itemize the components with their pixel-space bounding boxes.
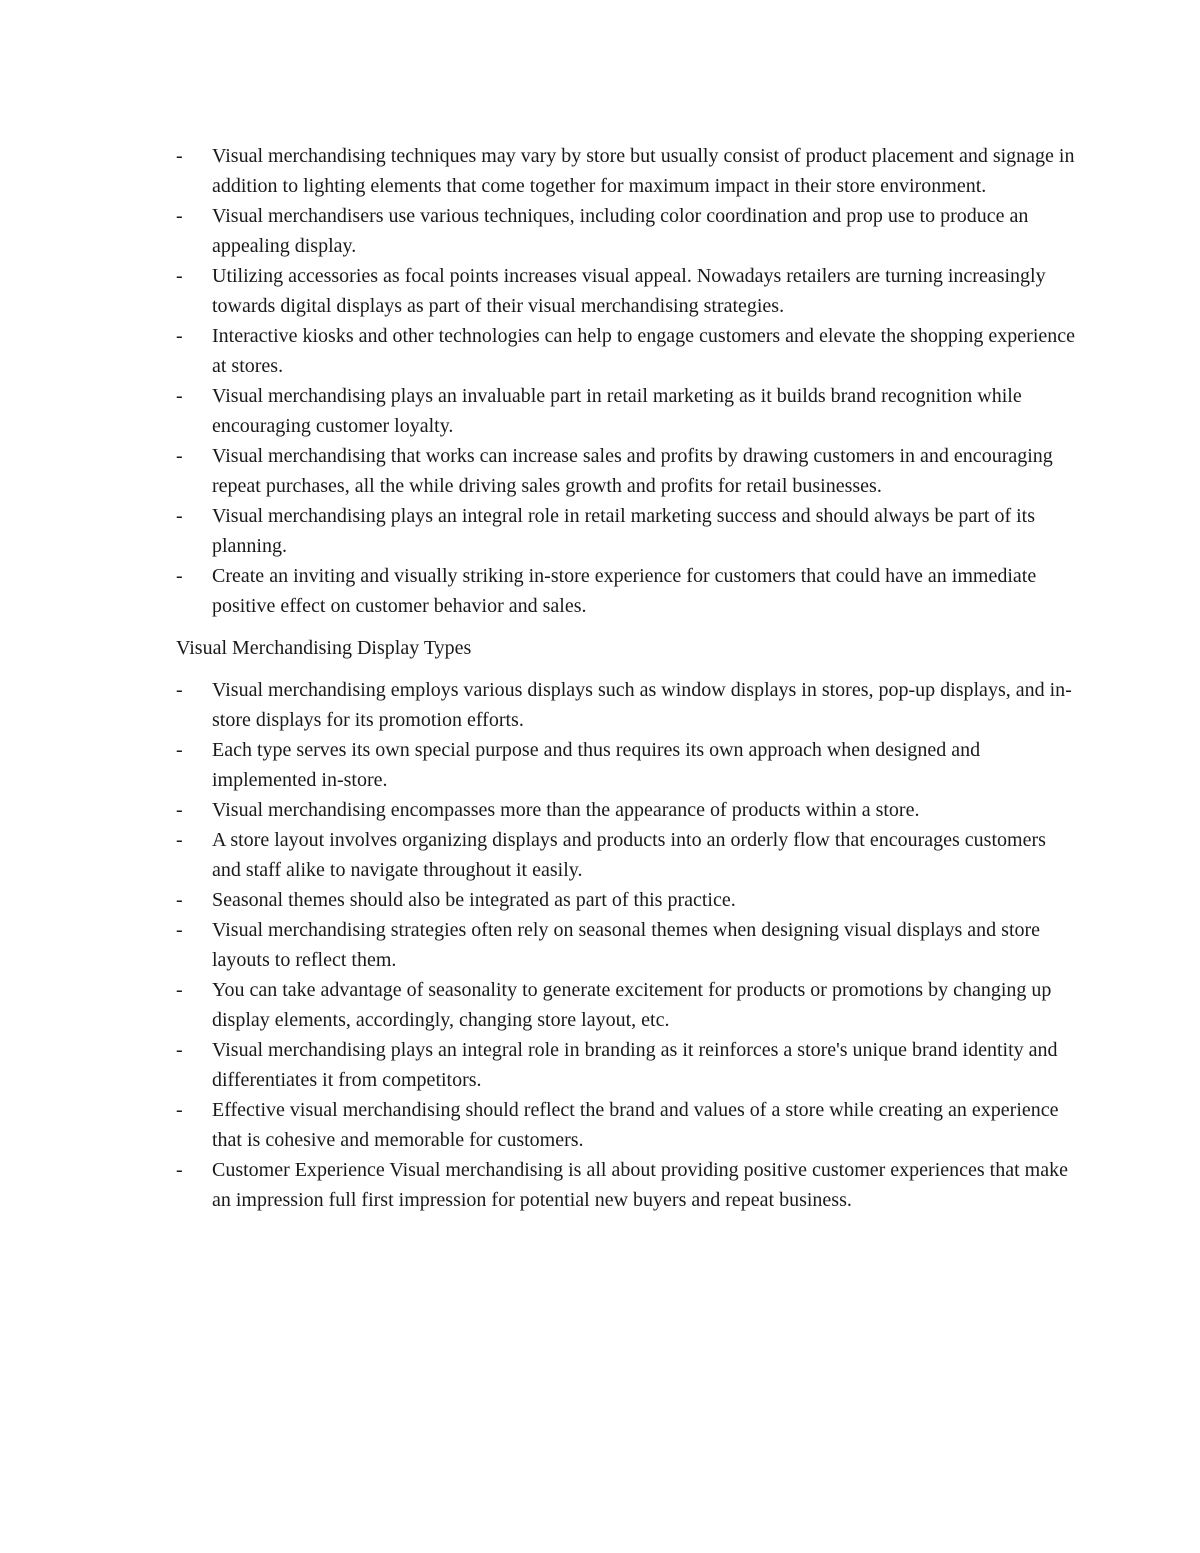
document-body — [176, 141, 1076, 1215]
list-item — [176, 261, 1076, 321]
bullet-dash: - — [176, 565, 183, 587]
list-item-text: A store layout involves organizing displays and products into an orderly flow that encourages customers and staff alike to navigate throughout it easily. — [212, 829, 1046, 881]
list-item — [176, 441, 1076, 501]
list-item-text: Create an inviting and visually striking in-store experience for customers that could have an immediate positive effect on customer behavior and sales. — [212, 565, 1037, 617]
list-item-text: You can take advantage of seasonality to generate excitement for products or promotions by changing up display elements, accordingly, changing store layout, etc. — [212, 979, 1052, 1031]
bullet-dash: - — [176, 1159, 183, 1181]
bullet-dash: - — [176, 385, 183, 407]
list-item — [176, 1095, 1076, 1155]
list-item — [176, 141, 1076, 201]
list-item-text: Seasonal themes should also be integrated as part of this practice. — [212, 889, 736, 911]
bullet-dash: - — [176, 265, 183, 287]
bullet-dash: - — [176, 889, 183, 911]
list-item — [176, 201, 1076, 261]
bullet-dash: - — [176, 205, 183, 227]
bullet-dash: - — [176, 679, 183, 701]
list-item-text: Visual merchandising strategies often rely on seasonal themes when designing visual displays and store layouts to reflect them. — [212, 919, 1041, 971]
list-item-text: Visual merchandising that works can increase sales and profits by drawing customers in and encouraging repeat purchases, all the while driving sales growth and profits for retail businesses. — [212, 445, 1053, 497]
bullet-dash: - — [176, 145, 183, 167]
list-item-text: Each type serves its own special purpose and thus requires its own approach when designed and implemented in-store. — [212, 739, 981, 791]
bullet-dash: - — [176, 1039, 183, 1061]
list-item-text: Effective visual merchandising should reflect the brand and values of a store while creating an experience that is cohesive and memorable for customers. — [212, 1099, 1059, 1151]
list-item-text: Visual merchandising employs various displays such as window displays in stores, pop-up displays, and in-store displays for its promotion efforts. — [212, 679, 1072, 731]
list-item-text: Visual merchandisers use various techniques, including color coordination and prop use to produce an appealing display. — [212, 205, 1029, 257]
list-item — [176, 825, 1076, 885]
list-item — [176, 381, 1076, 441]
section-heading: Visual Merchandising Display Types — [176, 637, 472, 659]
bullet-dash: - — [176, 445, 183, 467]
bullet-dash: - — [176, 325, 183, 347]
list-item — [176, 1035, 1076, 1095]
list-item — [176, 321, 1076, 381]
list-item-text: Utilizing accessories as focal points increases visual appeal. Nowadays retailers are turning increasingly towards digital displays as part of their visual merchandising strategies. — [212, 265, 1046, 317]
list-item — [176, 915, 1076, 975]
list-item-text: Visual merchandising plays an invaluable part in retail marketing as it builds brand recognition while encouraging customer loyalty. — [212, 385, 1022, 437]
list-item — [176, 975, 1076, 1035]
list-item — [176, 1155, 1076, 1215]
list-item — [176, 735, 1076, 795]
list-item — [176, 501, 1076, 561]
bullet-dash: - — [176, 505, 183, 527]
list-item-text: Customer Experience Visual merchandising is all about providing positive customer experiences that make an impression full first impression for potential new buyers and repeat business. — [212, 1159, 1068, 1211]
list-item — [176, 675, 1076, 735]
list-item — [176, 885, 1076, 915]
list-item-text: Visual merchandising encompasses more than the appearance of products within a store. — [212, 799, 920, 821]
list-item-text: Interactive kiosks and other technologies can help to engage customers and elevate the shopping experience at stores. — [212, 325, 1076, 377]
bullet-dash: - — [176, 919, 183, 941]
list-item-text: Visual merchandising techniques may vary by store but usually consist of product placement and signage in addition to lighting elements that come together for maximum impact in their store environment. — [212, 145, 1075, 197]
bullet-dash: - — [176, 1099, 183, 1121]
bullet-dash: - — [176, 799, 183, 821]
bullet-dash: - — [176, 739, 183, 761]
list-item — [176, 561, 1076, 621]
list-item-text: Visual merchandising plays an integral role in branding as it reinforces a store's unique brand identity and differentiates it from competitors. — [212, 1039, 1058, 1091]
bullet-list-display-types — [176, 675, 1076, 1215]
list-item — [176, 795, 1076, 825]
bullet-dash: - — [176, 979, 183, 1001]
bullet-list-techniques — [176, 141, 1076, 621]
list-item-text: Visual merchandising plays an integral role in retail marketing success and should always be part of its planning. — [212, 505, 1036, 557]
bullet-dash: - — [176, 829, 183, 851]
